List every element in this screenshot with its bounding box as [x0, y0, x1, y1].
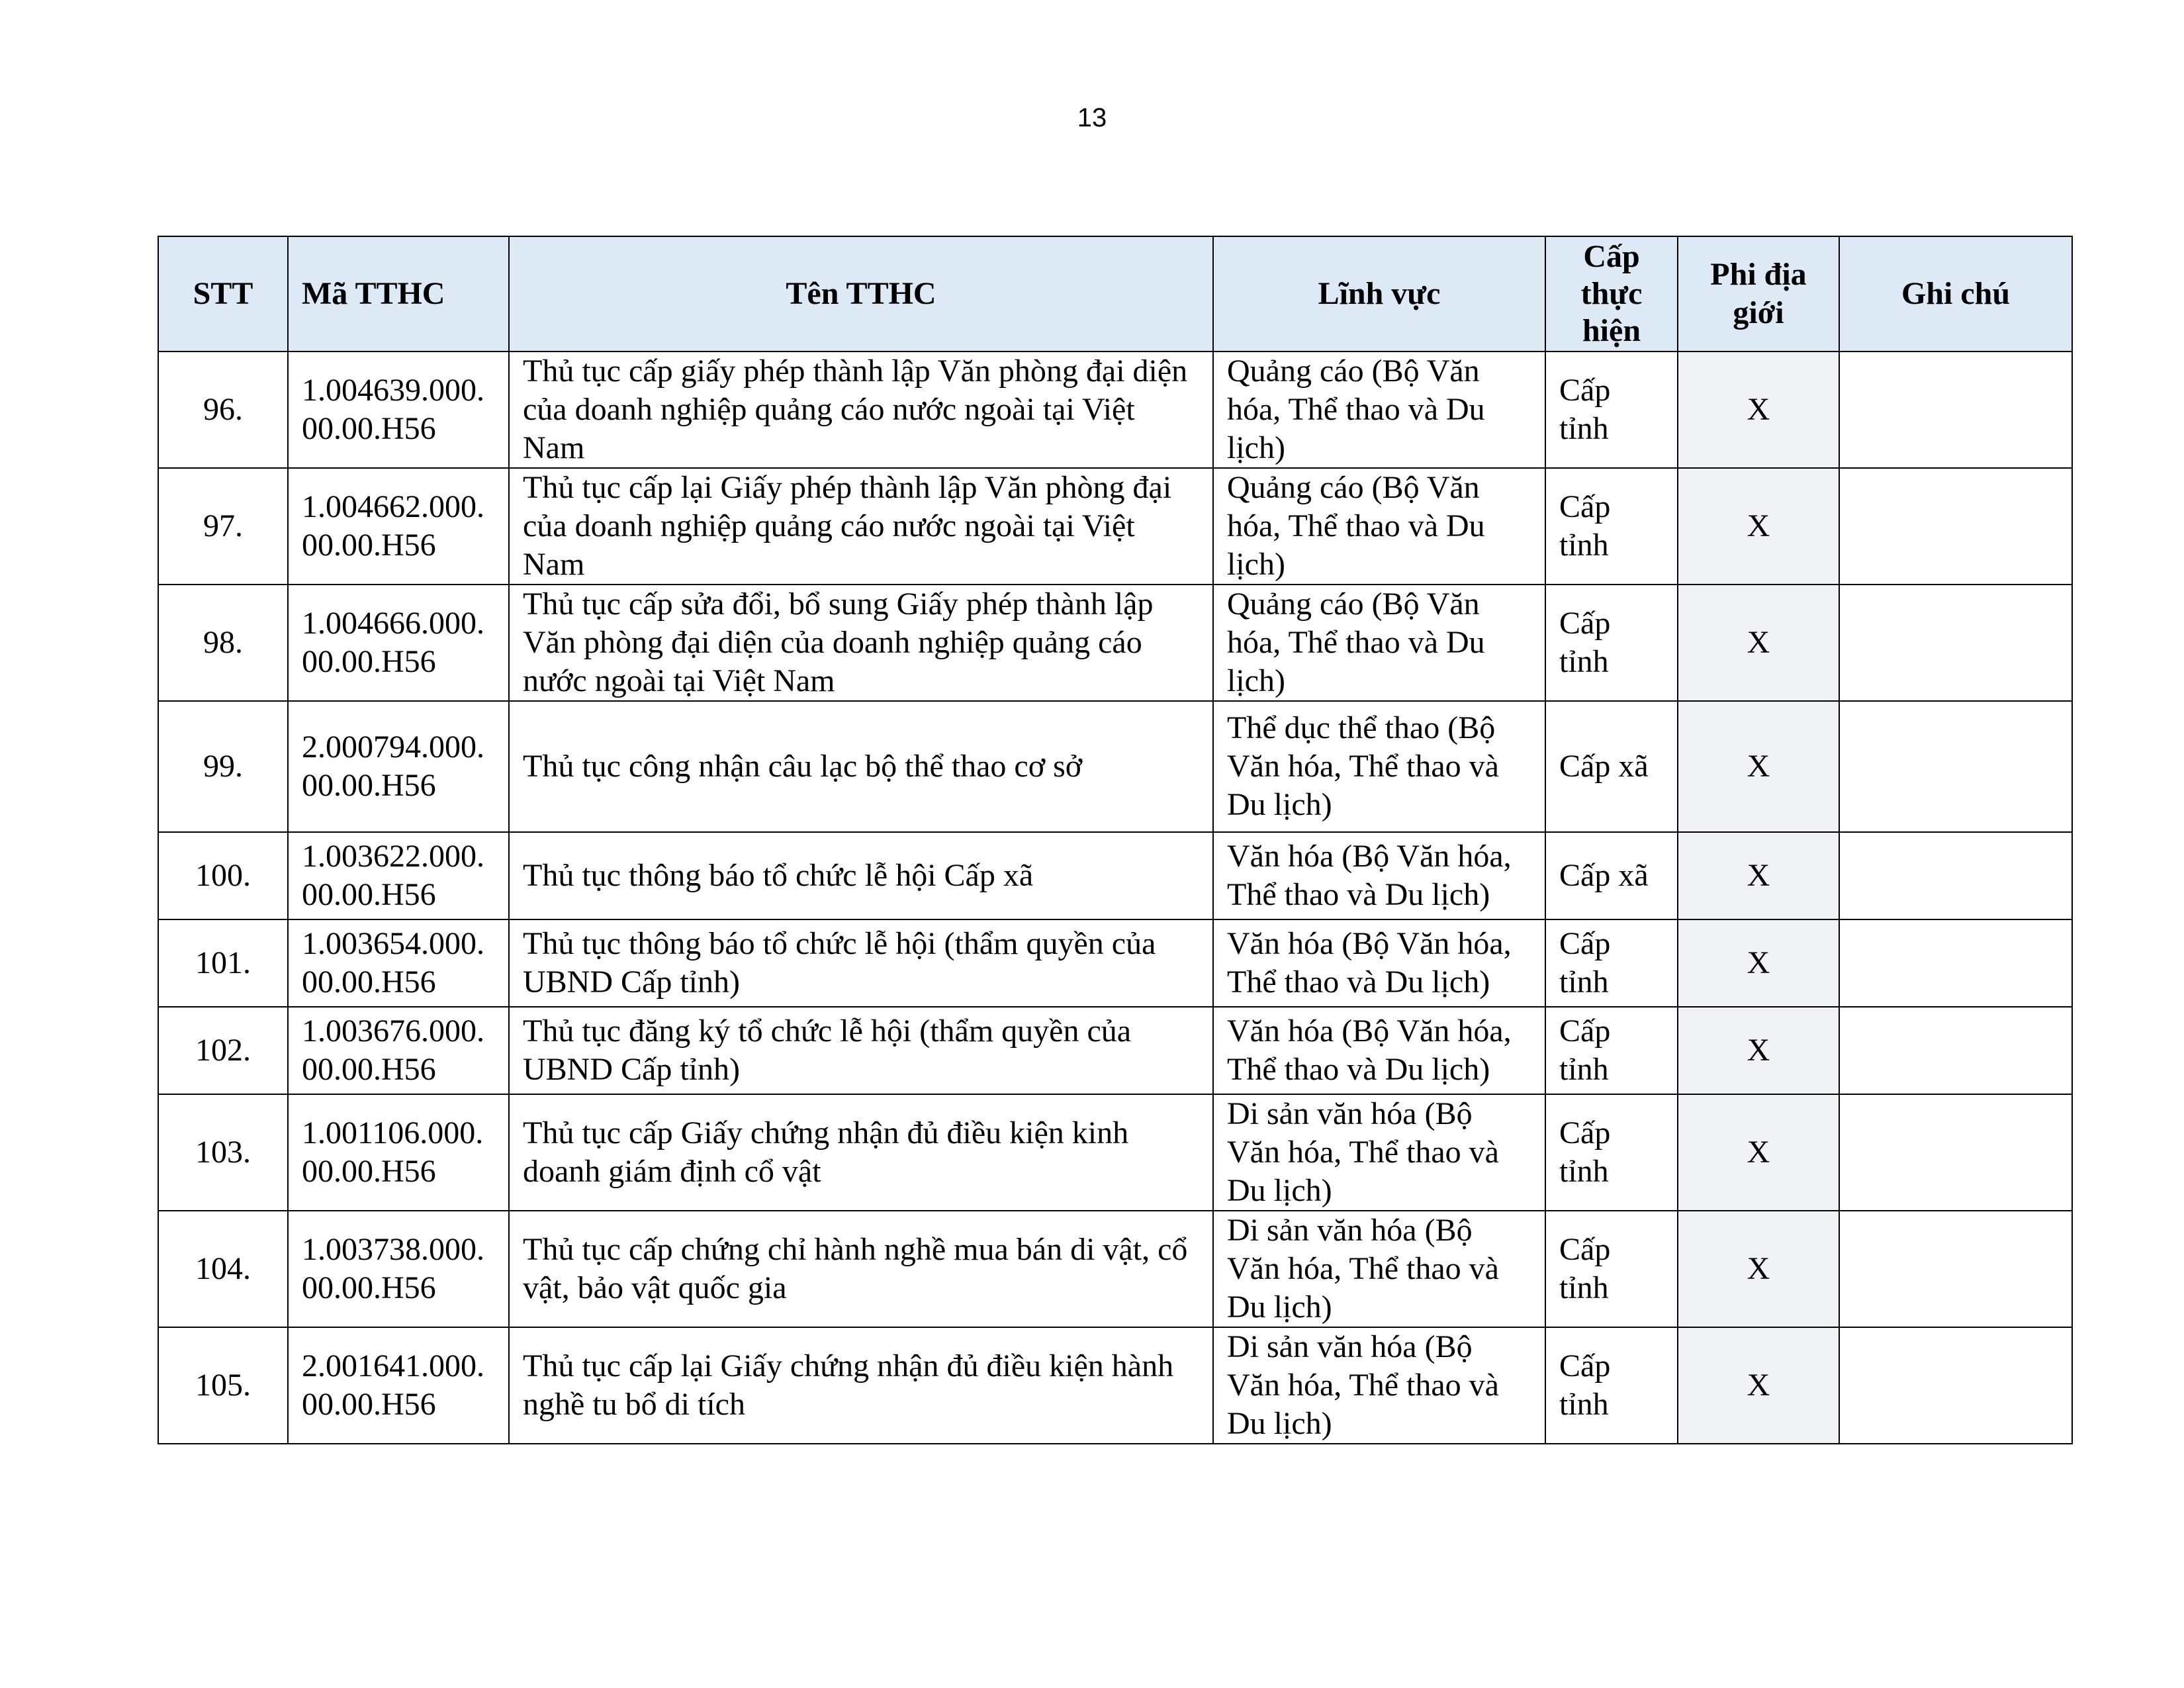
- header-ghi-chu: Ghi chú: [1839, 236, 2072, 352]
- cell-ten-tthc: Thủ tục thông báo tổ chức lễ hội (thẩm quyền của UBND Cấp tỉnh): [509, 919, 1213, 1007]
- table-row: [158, 352, 2072, 468]
- table-row: [158, 1327, 2072, 1444]
- cell-stt: 100.: [158, 832, 288, 919]
- table-row: [158, 919, 2072, 1007]
- page-number: 13: [1077, 103, 1107, 132]
- cell-stt: 105.: [158, 1327, 288, 1444]
- cell-cap-thuc-hien: Cấp tỉnh: [1545, 585, 1678, 701]
- cell-ghi-chu: [1839, 1211, 2072, 1327]
- cell-ten-tthc: Thủ tục cấp lại Giấy phép thành lập Văn phòng đại của doanh nghiệp quảng cáo nước ngoài tại Việt Nam: [509, 468, 1213, 585]
- cell-cap-thuc-hien: Cấp tỉnh: [1545, 1007, 1678, 1094]
- cell-linh-vuc: Văn hóa (Bộ Văn hóa, Thể thao và Du lịch): [1213, 919, 1545, 1007]
- cell-stt: 98.: [158, 585, 288, 701]
- procedures-table: [158, 236, 2073, 1444]
- header-phi-dia-gioi: Phi địa giới: [1678, 236, 1839, 352]
- cell-stt: 97.: [158, 468, 288, 585]
- cell-ma-tthc: 2.001641.000. 00.00.H56: [288, 1327, 509, 1444]
- cell-linh-vuc: Quảng cáo (Bộ Văn hóa, Thể thao và Du lịch): [1213, 585, 1545, 701]
- cell-ghi-chu: [1839, 585, 2072, 701]
- cell-stt: 99.: [158, 701, 288, 832]
- cell-phi-dia-gioi: X: [1678, 1094, 1839, 1211]
- cell-ma-tthc: 1.001106.000. 00.00.H56: [288, 1094, 509, 1211]
- cell-ma-tthc: 1.003654.000. 00.00.H56: [288, 919, 509, 1007]
- cell-linh-vuc: Quảng cáo (Bộ Văn hóa, Thể thao và Du lịch): [1213, 352, 1545, 468]
- table-row: [158, 468, 2072, 585]
- cell-stt: 103.: [158, 1094, 288, 1211]
- cell-ghi-chu: [1839, 701, 2072, 832]
- cell-ten-tthc: Thủ tục cấp lại Giấy chứng nhận đủ điều kiện hành nghề tu bổ di tích: [509, 1327, 1213, 1444]
- table-row: [158, 832, 2072, 919]
- cell-ghi-chu: [1839, 468, 2072, 585]
- cell-ten-tthc: Thủ tục công nhận câu lạc bộ thể thao cơ sở: [509, 701, 1213, 832]
- cell-cap-thuc-hien: Cấp xã: [1545, 701, 1678, 832]
- cell-ghi-chu: [1839, 352, 2072, 468]
- cell-ma-tthc: 1.004639.000. 00.00.H56: [288, 352, 509, 468]
- cell-phi-dia-gioi: X: [1678, 832, 1839, 919]
- table-header-row: [158, 236, 2072, 352]
- cell-ma-tthc: 1.003622.000. 00.00.H56: [288, 832, 509, 919]
- cell-ten-tthc: Thủ tục đăng ký tổ chức lễ hội (thẩm quyền của UBND Cấp tỉnh): [509, 1007, 1213, 1094]
- cell-cap-thuc-hien: Cấp tỉnh: [1545, 352, 1678, 468]
- cell-linh-vuc: Thể dục thể thao (Bộ Văn hóa, Thể thao và Du lịch): [1213, 701, 1545, 832]
- cell-stt: 104.: [158, 1211, 288, 1327]
- cell-ten-tthc: Thủ tục thông báo tổ chức lễ hội Cấp xã: [509, 832, 1213, 919]
- header-cap-thuc-hien: Cấp thực hiện: [1545, 236, 1678, 352]
- cell-ghi-chu: [1839, 832, 2072, 919]
- cell-ghi-chu: [1839, 1327, 2072, 1444]
- cell-phi-dia-gioi: X: [1678, 1211, 1839, 1327]
- cell-ma-tthc: 2.000794.000. 00.00.H56: [288, 701, 509, 832]
- table-row: [158, 1007, 2072, 1094]
- cell-ten-tthc: Thủ tục cấp sửa đổi, bổ sung Giấy phép thành lập Văn phòng đại diện của doanh nghiệp quảng cáo nước ngoài tại Việt Nam: [509, 585, 1213, 701]
- cell-linh-vuc: Di sản văn hóa (Bộ Văn hóa, Thể thao và Du lịch): [1213, 1094, 1545, 1211]
- cell-ma-tthc: 1.004666.000. 00.00.H56: [288, 585, 509, 701]
- header-ten-tthc: Tên TTHC: [509, 236, 1213, 352]
- header-ma-tthc: Mã TTHC: [288, 236, 509, 352]
- cell-stt: 96.: [158, 352, 288, 468]
- cell-phi-dia-gioi: X: [1678, 352, 1839, 468]
- table-row: [158, 701, 2072, 832]
- header-stt: STT: [158, 236, 288, 352]
- cell-phi-dia-gioi: X: [1678, 919, 1839, 1007]
- cell-phi-dia-gioi: X: [1678, 468, 1839, 585]
- cell-phi-dia-gioi: X: [1678, 701, 1839, 832]
- cell-linh-vuc: Quảng cáo (Bộ Văn hóa, Thể thao và Du lịch): [1213, 468, 1545, 585]
- cell-ten-tthc: Thủ tục cấp giấy phép thành lập Văn phòng đại diện của doanh nghiệp quảng cáo nước ngoài tại Việt Nam: [509, 352, 1213, 468]
- cell-cap-thuc-hien: Cấp tỉnh: [1545, 468, 1678, 585]
- cell-linh-vuc: Văn hóa (Bộ Văn hóa, Thể thao và Du lịch): [1213, 1007, 1545, 1094]
- cell-ma-tthc: 1.003738.000. 00.00.H56: [288, 1211, 509, 1327]
- cell-ten-tthc: Thủ tục cấp Giấy chứng nhận đủ điều kiện kinh doanh giám định cổ vật: [509, 1094, 1213, 1211]
- cell-ghi-chu: [1839, 1007, 2072, 1094]
- cell-ten-tthc: Thủ tục cấp chứng chỉ hành nghề mua bán di vật, cổ vật, bảo vật quốc gia: [509, 1211, 1213, 1327]
- cell-ghi-chu: [1839, 1094, 2072, 1211]
- cell-cap-thuc-hien: Cấp tỉnh: [1545, 919, 1678, 1007]
- cell-cap-thuc-hien: Cấp tỉnh: [1545, 1327, 1678, 1444]
- cell-ma-tthc: 1.003676.000. 00.00.H56: [288, 1007, 509, 1094]
- header-linh-vuc: Lĩnh vực: [1213, 236, 1545, 352]
- table-row: [158, 1211, 2072, 1327]
- cell-linh-vuc: Văn hóa (Bộ Văn hóa, Thể thao và Du lịch): [1213, 832, 1545, 919]
- cell-cap-thuc-hien: Cấp tỉnh: [1545, 1211, 1678, 1327]
- cell-linh-vuc: Di sản văn hóa (Bộ Văn hóa, Thể thao và Du lịch): [1213, 1211, 1545, 1327]
- cell-stt: 102.: [158, 1007, 288, 1094]
- table-row: [158, 585, 2072, 701]
- cell-stt: 101.: [158, 919, 288, 1007]
- table-row: [158, 1094, 2072, 1211]
- cell-phi-dia-gioi: X: [1678, 1007, 1839, 1094]
- cell-ma-tthc: 1.004662.000. 00.00.H56: [288, 468, 509, 585]
- cell-cap-thuc-hien: Cấp tỉnh: [1545, 1094, 1678, 1211]
- cell-phi-dia-gioi: X: [1678, 1327, 1839, 1444]
- cell-cap-thuc-hien: Cấp xã: [1545, 832, 1678, 919]
- cell-ghi-chu: [1839, 919, 2072, 1007]
- cell-phi-dia-gioi: X: [1678, 585, 1839, 701]
- cell-linh-vuc: Di sản văn hóa (Bộ Văn hóa, Thể thao và Du lịch): [1213, 1327, 1545, 1444]
